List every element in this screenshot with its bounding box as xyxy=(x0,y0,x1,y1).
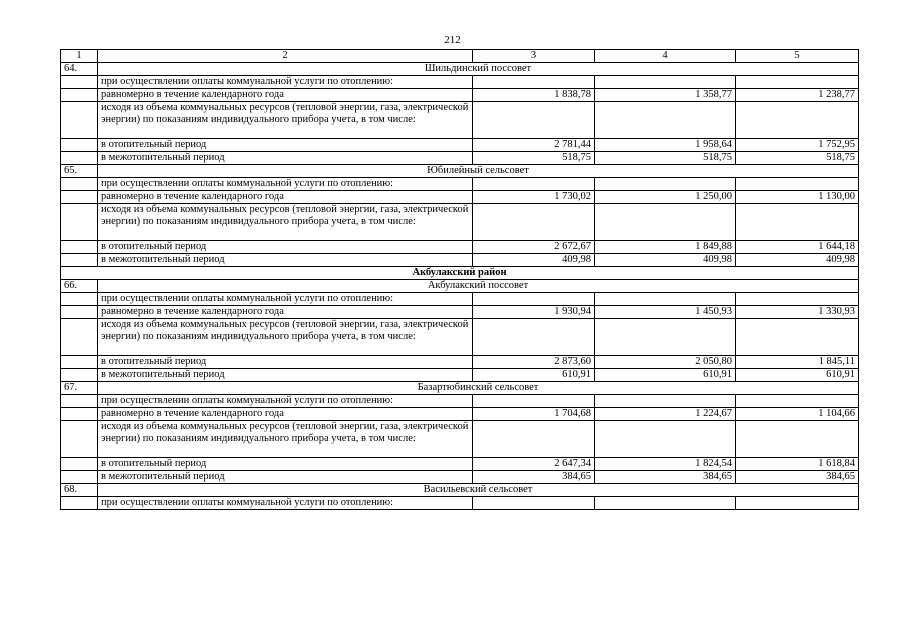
row-label: в межотопительный период xyxy=(98,471,473,484)
row-label: при осуществлении оплаты коммунальной услуги по отоплению: xyxy=(98,497,473,510)
value-cell xyxy=(473,178,595,191)
value-cell xyxy=(595,293,736,306)
value-cell xyxy=(473,497,595,510)
row-label: в межотопительный период xyxy=(98,369,473,382)
value-cell xyxy=(473,76,595,89)
value-cell: 409,98 xyxy=(595,254,736,267)
empty-cell xyxy=(61,152,98,165)
header-row xyxy=(61,50,859,63)
uniform-row xyxy=(61,306,859,319)
entry-title-row xyxy=(61,484,859,497)
value-cell xyxy=(736,497,859,510)
row-label: исходя из объема коммунальных ресурсов (тепловой энергии, газа, электрической энергии) по показаниям индивидуального прибора учета, в том числе: xyxy=(98,102,473,139)
entry-title-row xyxy=(61,280,859,293)
value-cell: 1 224,67 xyxy=(595,408,736,421)
value-cell xyxy=(595,178,736,191)
row-label: в отопительный период xyxy=(98,458,473,471)
empty-cell xyxy=(61,76,98,89)
value-cell xyxy=(473,421,595,458)
empty-cell xyxy=(61,241,98,254)
empty-cell xyxy=(61,369,98,382)
empty-cell xyxy=(61,471,98,484)
value-cell xyxy=(473,102,595,139)
value-cell: 2 050,80 xyxy=(595,356,736,369)
row-label: исходя из объема коммунальных ресурсов (тепловой энергии, газа, электрической энергии) по показаниям индивидуального прибора учета, в том числе: xyxy=(98,421,473,458)
value-cell xyxy=(736,421,859,458)
intro-row xyxy=(61,293,859,306)
value-cell xyxy=(595,319,736,356)
value-cell: 1 752,95 xyxy=(736,139,859,152)
value-cell: 1 958,64 xyxy=(595,139,736,152)
value-cell: 384,65 xyxy=(595,471,736,484)
header-cell: 3 xyxy=(473,50,595,63)
row-label: равномерно в течение календарного года xyxy=(98,89,473,102)
empty-cell xyxy=(61,139,98,152)
meter-row xyxy=(61,421,859,458)
value-cell: 610,91 xyxy=(736,369,859,382)
value-cell xyxy=(473,395,595,408)
value-cell: 1 238,77 xyxy=(736,89,859,102)
value-cell xyxy=(595,421,736,458)
entry-title-row xyxy=(61,382,859,395)
value-cell: 1 845,11 xyxy=(736,356,859,369)
nonheating-row xyxy=(61,254,859,267)
intro-row xyxy=(61,497,859,510)
row-label: исходя из объема коммунальных ресурсов (тепловой энергии, газа, электрической энергии) по показаниям индивидуального прибора учета, в том числе: xyxy=(98,319,473,356)
uniform-row xyxy=(61,89,859,102)
value-cell: 2 781,44 xyxy=(473,139,595,152)
value-cell: 409,98 xyxy=(473,254,595,267)
value-cell xyxy=(595,102,736,139)
entry-name: Шильдинский поссовет xyxy=(98,63,859,76)
entry-number: 66. xyxy=(61,280,98,293)
row-label: равномерно в течение календарного года xyxy=(98,306,473,319)
empty-cell xyxy=(61,395,98,408)
value-cell: 1 130,00 xyxy=(736,191,859,204)
value-cell xyxy=(736,76,859,89)
row-label: при осуществлении оплаты коммунальной услуги по отоплению: xyxy=(98,76,473,89)
row-label: в межотопительный период xyxy=(98,254,473,267)
heating-row xyxy=(61,241,859,254)
entry-name: Юбилейный сельсовет xyxy=(98,165,859,178)
value-cell xyxy=(736,178,859,191)
value-cell: 1 849,88 xyxy=(595,241,736,254)
value-cell xyxy=(736,102,859,139)
meter-row xyxy=(61,204,859,241)
empty-cell xyxy=(61,254,98,267)
value-cell: 384,65 xyxy=(736,471,859,484)
tariff-table xyxy=(60,49,859,510)
value-cell: 1 330,93 xyxy=(736,306,859,319)
value-cell: 384,65 xyxy=(473,471,595,484)
value-cell xyxy=(595,395,736,408)
row-label: исходя из объема коммунальных ресурсов (тепловой энергии, газа, электрической энергии) по показаниям индивидуального прибора учета, в том числе: xyxy=(98,204,473,241)
entry-number: 64. xyxy=(61,63,98,76)
header-cell: 1 xyxy=(61,50,98,63)
value-cell: 1 824,54 xyxy=(595,458,736,471)
nonheating-row xyxy=(61,152,859,165)
entry-title-row xyxy=(61,63,859,76)
district-title: Акбулакский район xyxy=(61,267,859,280)
entry-name: Васильевский сельсовет xyxy=(98,484,859,497)
value-cell xyxy=(473,204,595,241)
value-cell: 1 450,93 xyxy=(595,306,736,319)
row-label: при осуществлении оплаты коммунальной услуги по отоплению: xyxy=(98,395,473,408)
intro-row xyxy=(61,178,859,191)
value-cell: 1 730,02 xyxy=(473,191,595,204)
empty-cell xyxy=(61,204,98,241)
empty-cell xyxy=(61,293,98,306)
value-cell: 610,91 xyxy=(595,369,736,382)
entry-title-row xyxy=(61,165,859,178)
value-cell: 610,91 xyxy=(473,369,595,382)
entry-number: 67. xyxy=(61,382,98,395)
empty-cell xyxy=(61,408,98,421)
uniform-row xyxy=(61,191,859,204)
empty-cell xyxy=(61,178,98,191)
row-label: в отопительный период xyxy=(98,241,473,254)
empty-cell xyxy=(61,102,98,139)
empty-cell xyxy=(61,89,98,102)
value-cell: 1 358,77 xyxy=(595,89,736,102)
row-label: при осуществлении оплаты коммунальной услуги по отоплению: xyxy=(98,293,473,306)
meter-row xyxy=(61,319,859,356)
value-cell xyxy=(736,395,859,408)
value-cell: 1 104,66 xyxy=(736,408,859,421)
value-cell: 518,75 xyxy=(736,152,859,165)
value-cell: 1 250,00 xyxy=(595,191,736,204)
value-cell xyxy=(736,204,859,241)
row-label: при осуществлении оплаты коммунальной услуги по отоплению: xyxy=(98,178,473,191)
value-cell: 1 704,68 xyxy=(473,408,595,421)
value-cell xyxy=(473,319,595,356)
value-cell xyxy=(736,293,859,306)
entry-number: 65. xyxy=(61,165,98,178)
heating-row xyxy=(61,356,859,369)
page-number: 212 xyxy=(444,34,461,46)
heating-row xyxy=(61,139,859,152)
empty-cell xyxy=(61,356,98,369)
heating-row xyxy=(61,458,859,471)
value-cell xyxy=(595,204,736,241)
value-cell: 2 647,34 xyxy=(473,458,595,471)
entry-number: 68. xyxy=(61,484,98,497)
row-label: равномерно в течение календарного года xyxy=(98,408,473,421)
row-label: в межотопительный период xyxy=(98,152,473,165)
nonheating-row xyxy=(61,369,859,382)
empty-cell xyxy=(61,306,98,319)
value-cell: 1 930,94 xyxy=(473,306,595,319)
value-cell: 2 873,60 xyxy=(473,356,595,369)
value-cell xyxy=(595,76,736,89)
entry-name: Базартюбинский сельсовет xyxy=(98,382,859,395)
header-cell: 5 xyxy=(736,50,859,63)
value-cell xyxy=(473,293,595,306)
empty-cell xyxy=(61,191,98,204)
value-cell xyxy=(736,319,859,356)
row-label: равномерно в течение календарного года xyxy=(98,191,473,204)
empty-cell xyxy=(61,421,98,458)
value-cell: 1 644,18 xyxy=(736,241,859,254)
value-cell: 518,75 xyxy=(595,152,736,165)
value-cell: 518,75 xyxy=(473,152,595,165)
intro-row xyxy=(61,76,859,89)
entry-name: Акбулакский поссовет xyxy=(98,280,859,293)
value-cell: 409,98 xyxy=(736,254,859,267)
empty-cell xyxy=(61,458,98,471)
uniform-row xyxy=(61,408,859,421)
value-cell: 1 618,84 xyxy=(736,458,859,471)
empty-cell xyxy=(61,319,98,356)
value-cell: 2 672,67 xyxy=(473,241,595,254)
row-label: в отопительный период xyxy=(98,139,473,152)
intro-row xyxy=(61,395,859,408)
nonheating-row xyxy=(61,471,859,484)
value-cell: 1 838,78 xyxy=(473,89,595,102)
empty-cell xyxy=(61,497,98,510)
header-cell: 4 xyxy=(595,50,736,63)
district-row xyxy=(61,267,859,280)
meter-row xyxy=(61,102,859,139)
value-cell xyxy=(595,497,736,510)
header-cell: 2 xyxy=(98,50,473,63)
row-label: в отопительный период xyxy=(98,356,473,369)
